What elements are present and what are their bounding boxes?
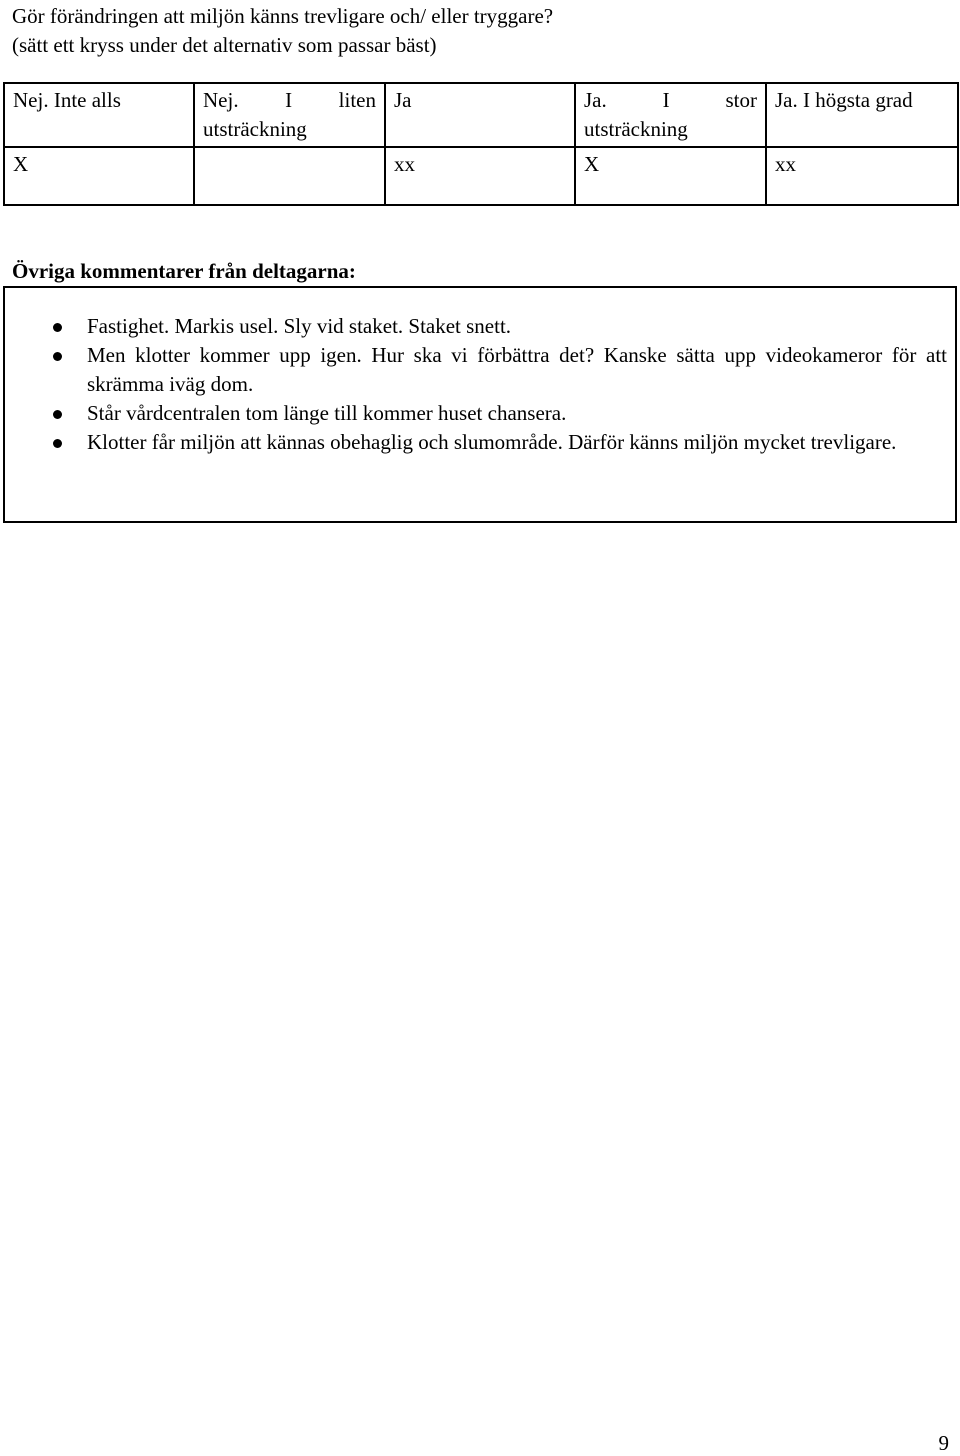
bullet-icon bbox=[53, 323, 62, 332]
options-header-row bbox=[4, 83, 958, 147]
option-ja: Ja bbox=[385, 83, 575, 147]
option-nej-inte-alls: Nej. Inte alls bbox=[4, 83, 194, 147]
bullet-icon bbox=[53, 352, 62, 361]
comment-item: Står vårdcentralen tom länge till kommer huset chansera. bbox=[87, 399, 947, 428]
answer-cell-4: X bbox=[575, 147, 766, 205]
options-table bbox=[3, 82, 959, 206]
answer-cell-3: xx bbox=[385, 147, 575, 205]
page-number: 9 bbox=[938, 1431, 949, 1455]
option-nej-liten-utstrackning: Nej. I liten utsträckning bbox=[194, 83, 385, 147]
comments-heading: Övriga kommentarer från deltagarna: bbox=[12, 259, 356, 283]
answer-cell-2 bbox=[194, 147, 385, 205]
bullet-icon bbox=[53, 439, 62, 448]
option-ja-hogsta-grad: Ja. I högsta grad bbox=[766, 83, 958, 147]
comments-box bbox=[3, 286, 957, 523]
answer-cell-5: xx bbox=[766, 147, 958, 205]
answer-cell-1: X bbox=[4, 147, 194, 205]
answers-row bbox=[4, 147, 958, 205]
question-text bbox=[12, 2, 553, 60]
comment-item: Fastighet. Markis usel. Sly vid staket. Staket snett. bbox=[87, 312, 947, 341]
option-ja-stor-utstrackning: Ja. I stor utsträckning bbox=[575, 83, 766, 147]
question-line-1: Gör förändringen att miljön känns trevligare och/ eller tryggare? bbox=[12, 4, 554, 28]
question-line-2: (sätt ett kryss under det alternativ som passar bäst) bbox=[12, 33, 437, 57]
bullet-icon bbox=[53, 410, 62, 419]
comment-item: Men klotter kommer upp igen. Hur ska vi förbättra det? Kanske sätta upp videokameror för att skrämma iväg dom. bbox=[87, 341, 947, 399]
comment-item: Klotter får miljön att kännas obehaglig och slumområde. Därför känns miljön mycket trevligare. bbox=[87, 428, 947, 457]
comments-list bbox=[5, 288, 955, 457]
